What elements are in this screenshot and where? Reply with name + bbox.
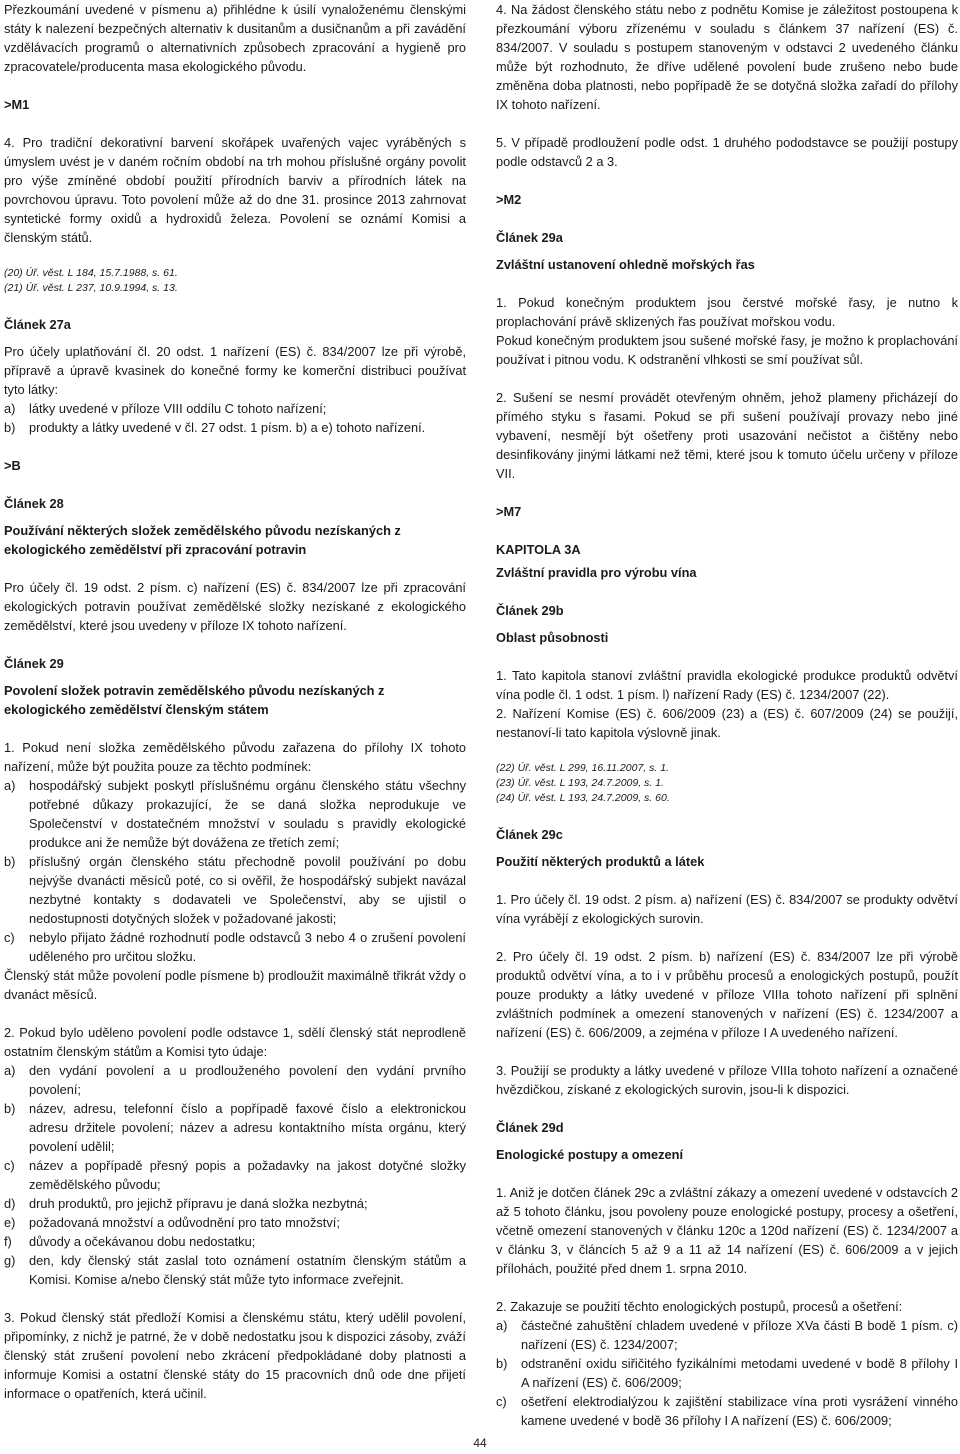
article-29d-title: Článek 29d: [496, 1120, 564, 1135]
article-29-p3: 3. Pokud členský stát předloží Komisi a členskému státu, který udělil povolení, připomínky, z nichž je patrné, že v době nedostatku jsou k dispozici zásoby, zváží členský stát zrušení povolení nebo zkrácení předpokládané doby platnosti a informuje Komisi a ostatní členské státy do 15 pracovních dnů ode dne přijetí informace o opatřeních, která učinil.: [4, 1310, 466, 1401]
article-29-p1: 1. Pokud není složka zemědělského původu zařazena do přílohy IX tohoto nařízení, může být použita pouze za těchto podmínek:: [4, 740, 466, 774]
item-label: e): [4, 1215, 16, 1230]
footnote-23: (23) Úř. věst. L 193, 24.7.2009, s. 1.: [496, 777, 664, 789]
article-29d-subtitle: Enologické postupy a omezení: [496, 1147, 684, 1162]
marker-m1: >M1: [4, 97, 30, 112]
list-item: [4, 1232, 466, 1251]
article-29-p5: 5. V případě prodloužení podle odst. 1 druhého pododstavce se použijí postupy podle odstavců 2 a 3.: [496, 135, 958, 169]
footnote-20: (20) Úř. věst. L 184, 15.7.1988, s. 61.: [4, 267, 178, 279]
item-label: a): [496, 1318, 508, 1333]
article-29b-p2: 2. Nařízení Komise (ES) č. 606/2009 (23) a (ES) č. 607/2009 (24) se použijí, nestanoví-li tato kapitola výslovně jinak.: [496, 706, 958, 740]
item-text: název a popřípadě přesný popis a požadavky na jakost dotyčné složky zemědělského původu;: [29, 1158, 466, 1192]
item-label: a): [4, 401, 16, 416]
article-29c-p3: 3. Použijí se produkty a látky uvedené v příloze VIIIa tohoto nařízení a označené hvězdičkou, získané z ekologických surovin, jsou-li k dispozici.: [496, 1063, 958, 1097]
article-27a-list: [4, 399, 466, 437]
article-29-p2: 2. Pokud bylo uděleno povolení podle odstavce 1, sdělí členský stát neprodleně ostatním členským státům a Komisi tyto údaje:: [4, 1025, 466, 1059]
article-27a-title: Článek 27a: [4, 317, 71, 332]
article-29d-p1: 1. Aniž je dotčen článek 29c a zvláštní zákazy a omezení uvedené v odstavcích 2 až 5 tohoto článku, jsou povoleny pouze enologické postupy, procesy a ošetření, včetně omezení stanovených v článku 120c a 120d nařízení (ES) č. 1234/2007 a v článku 3, v článcích 5 až 9 a 11 až 14 nařízení (ES) č. 606/2009 a v jejich přílohách, použité před dnem 1. srpna 2010.: [496, 1185, 958, 1276]
item-label: g): [4, 1253, 16, 1268]
article-28-title: Článek 28: [4, 496, 64, 511]
item-label: f): [4, 1234, 12, 1249]
article-29d-p2-list: [496, 1316, 958, 1430]
article-29c-p1: 1. Pro účely čl. 19 odst. 2 písm. a) nařízení (ES) č. 834/2007 se produkty odvětví vína vyrábějí z ekologických surovin.: [496, 892, 958, 926]
item-text: částečné zahuštění chladem uvedené v příloze XVa části B bodě 1 písm. c) nařízení (ES) č. 1234/2007;: [521, 1318, 958, 1352]
article-28-subtitle: Používání některých složek zemědělského původu nezískaných z ekologického zemědělství při zpracování potravin: [4, 523, 401, 557]
item-label: b): [4, 420, 16, 435]
item-text: den vydání povolení a u prodlouženého povolení den vydání prvního povolení;: [29, 1063, 466, 1097]
article-29c-p2: 2. Pro účely čl. 19 odst. 2 písm. b) nařízení (ES) č. 834/2007 lze při výrobě produktů odvětví vína, a to i v průběhu procesů a enologických postupů, použít pouze produkty a látky uvedené v příloze VIIIa tohoto nařízení při splnění zvláštních podmínek a omezení stanovených v nařízení (ES) č. 1234/2007 a nařízení (ES) č. 606/2009, a zejména v příloze I A uvedeného nařízení.: [496, 949, 958, 1040]
article-29a-subtitle: Zvláštní ustanovení ohledně mořských řas: [496, 257, 755, 272]
item-text: odstranění oxidu siřičitého fyzikálními metodami uvedené v bodě 8 přílohy I A nařízení (ES) č. 606/2009;: [521, 1356, 958, 1390]
marker-m2: >M2: [496, 192, 522, 207]
list-item: [4, 1194, 466, 1213]
item-text: ošetření elektrodialýzou k zajištění stabilizace vína proti vysrážení vinného kamene uvedené v bodě 36 přílohy I A nařízení (ES) č. 606/2009;: [521, 1394, 958, 1428]
list-item: [4, 1213, 466, 1232]
item-text: látky uvedené v příloze VIII oddílu C tohoto nařízení;: [29, 401, 327, 416]
right-column: [496, 0, 958, 1434]
list-item: [4, 1061, 466, 1099]
article-27a-text: Pro účely uplatňování čl. 20 odst. 1 nařízení (ES) č. 834/2007 lze při výrobě, přípravě a úpravě kvasinek do konečné formy ke komerční distribuci používat tyto látky:: [4, 344, 466, 397]
item-text: druh produktů, pro jejichž přípravu je daná složka nezbytná;: [29, 1196, 368, 1211]
list-item: [4, 399, 466, 418]
left-column: [4, 0, 466, 1422]
item-text: příslušný orgán členského státu přechodně povolil používání po dobu nejvýše dvanácti měsíců poté, co si ověřil, že hospodářský subjekt navázal nezbytné kontakty s dodavateli ve Společenství, aby se ujistil o nedostupnosti dotyčných složek v požadované jakosti;: [29, 854, 466, 926]
article-29a-p2: 2. Sušení se nesmí provádět otevřeným ohněm, jehož plameny přicházejí do přímého styku s řasami. Pokud se při sušení používají provazy nebo jiné vybavení, nesmějí být ošetřeny proti usazování nečistot a čištěny nebo desinfikovány jinými látkami než těmi, které jsou k tomuto účelu určeny v příloze VII.: [496, 390, 958, 481]
item-label: b): [4, 1101, 16, 1116]
list-item: [4, 776, 466, 852]
item-text: důvody a očekávanou dobu nedostatku;: [29, 1234, 256, 1249]
footnote-21: (21) Úř. věst. L 237, 10.9.1994, s. 13.: [4, 282, 178, 294]
article-29-title: Článek 29: [4, 656, 64, 671]
item-text: produkty a látky uvedené v čl. 27 odst. 1 písm. b) a e) tohoto nařízení.: [29, 420, 426, 435]
article-29a-p1b: Pokud konečným produktem jsou sušené mořské řasy, je možno k proplachování používat i pitnou vodu. K odstranění vlhkosti se smí používat sůl.: [496, 333, 958, 367]
article-29-p2-list: [4, 1061, 466, 1289]
marker-m7: >M7: [496, 504, 522, 519]
article-29a-p1a: 1. Pokud konečným produktem jsou čerstvé mořské řasy, je nutno k proplachování právě sklizených řas používat mořskou vodu.: [496, 295, 958, 329]
footnotes-right: [496, 761, 958, 806]
article-29d-p2: 2. Zakazuje se použití těchto enologických postupů, procesů a ošetření:: [496, 1299, 903, 1314]
list-item: [4, 928, 466, 966]
list-item: [4, 1099, 466, 1156]
list-item: [4, 852, 466, 928]
item-label: b): [496, 1356, 508, 1371]
article-29b-title: Článek 29b: [496, 603, 564, 618]
paragraph-4: 4. Pro tradiční dekorativní barvení skořápek uvařených vajec vyráběných s úmyslem uvést je v daném ročním období na trh mohou příslušné orgány povolit pro výše zmíněné období použití přírodních barviv a přírodních látek na povrchovou úpravu. Toto povolení může až do dne 31. prosince 2013 zahrnovat syntetické formy oxidů a hydroxidů železa. Povolení se oznámí Komisi a členským států.: [4, 135, 466, 245]
item-label: a): [4, 1063, 16, 1078]
article-29-p1-list: [4, 776, 466, 966]
article-28-text: Pro účely čl. 19 odst. 2 písm. c) nařízení (ES) č. 834/2007 lze při zpracování ekologických potravin používat zemědělské složky nezískané z ekologického zemědělství, které jsou uvedeny v příloze IX tohoto nařízení.: [4, 580, 466, 633]
footnote-24: (24) Úř. věst. L 193, 24.7.2009, s. 60.: [496, 792, 670, 804]
item-label: d): [4, 1196, 16, 1211]
article-29b-p1: 1. Tato kapitola stanoví zvláštní pravidla ekologické produkce produktů odvětví vína podle čl. 1 odst. 1 písm. l) nařízení Rady (ES) č. 1234/2007 (22).: [496, 668, 958, 702]
list-item: [4, 1251, 466, 1289]
article-29-p4: 4. Na žádost členského státu nebo z podnětu Komise je záležitost postoupena k přezkoumání výboru zřízenému v souladu s článkem 37 nařízení (ES) č. 834/2007. V souladu s postupem stanoveným v odstavci 2 uvedeného článku může být rozhodnuto, že dříve udělené povolení bude zrušeno nebo bude změněna doba platnosti, nebo popřípadě že se dotyčná složka zařadí do přílohy IX tohoto nařízení.: [496, 2, 958, 112]
item-text: název, adresu, telefonní číslo a popřípadě faxové číslo a elektronickou adresu držitele povolení; název a adresu kontaktního místa orgánu, který povolení udělil;: [29, 1101, 466, 1154]
list-item: [496, 1354, 958, 1392]
item-label: b): [4, 854, 16, 869]
list-item: [496, 1316, 958, 1354]
footnotes-left: [4, 266, 466, 296]
article-29c-subtitle: Použití některých produktů a látek: [496, 854, 705, 869]
list-item: [4, 1156, 466, 1194]
item-label: c): [496, 1394, 507, 1409]
article-29c-title: Článek 29c: [496, 827, 563, 842]
page-number: 44: [473, 1436, 487, 1450]
item-text: nebylo přijato žádné rozhodnutí podle odstavců 3 nebo 4 o zrušení povolení uděleného pro určitou složku.: [29, 930, 466, 964]
article-29-p1-after: Členský stát může povolení podle písmene b) prodloužit maximálně třikrát vždy o dvanáct měsíců.: [4, 968, 466, 1002]
marker-b: >B: [4, 458, 21, 473]
chapter-title: Zvláštní pravidla pro výrobu vína: [496, 565, 697, 580]
article-29a-title: Článek 29a: [496, 230, 563, 245]
footnote-22: (22) Úř. věst. L 299, 16.11.2007, s. 1.: [496, 762, 669, 774]
item-label: a): [4, 778, 16, 793]
item-text: požadovaná množství a odůvodnění pro tato množství;: [29, 1215, 340, 1230]
item-text: hospodářský subjekt poskytl příslušnému orgánu členského státu všechny potřebné důkazy prokazující, že se daná složka neprodukuje ve Společenství v dostatečném množství v souladu s pravidly ekologické produkce ani že nemůže být dovážena ze třetích zemí;: [29, 778, 466, 850]
article-29-subtitle: Povolení složek potravin zemědělského původu nezískaných z ekologického zemědělství členským státem: [4, 683, 385, 717]
item-label: c): [4, 1158, 15, 1173]
list-item: [496, 1392, 958, 1430]
intro-paragraph: Přezkoumání uvedené v písmenu a) přihlédne k úsilí vynaloženému členskými státy k nalezení bezpečných alternativ k dusitanům a dusičnanům a při zavádění vzdělávacích programů o alternativních způsobech zpracování a hygieně pro zpracovatele/producenta masa ekologického původu.: [4, 2, 466, 74]
item-text: den, kdy členský stát zaslal toto oznámení ostatním členským státům a Komisi. Komise a/nebo členský stát může tyto informace zveřejnit.: [29, 1253, 466, 1287]
item-label: c): [4, 930, 15, 945]
chapter-label: KAPITOLA 3A: [496, 542, 581, 557]
article-29b-subtitle: Oblast působnosti: [496, 630, 609, 645]
list-item: [4, 418, 466, 437]
